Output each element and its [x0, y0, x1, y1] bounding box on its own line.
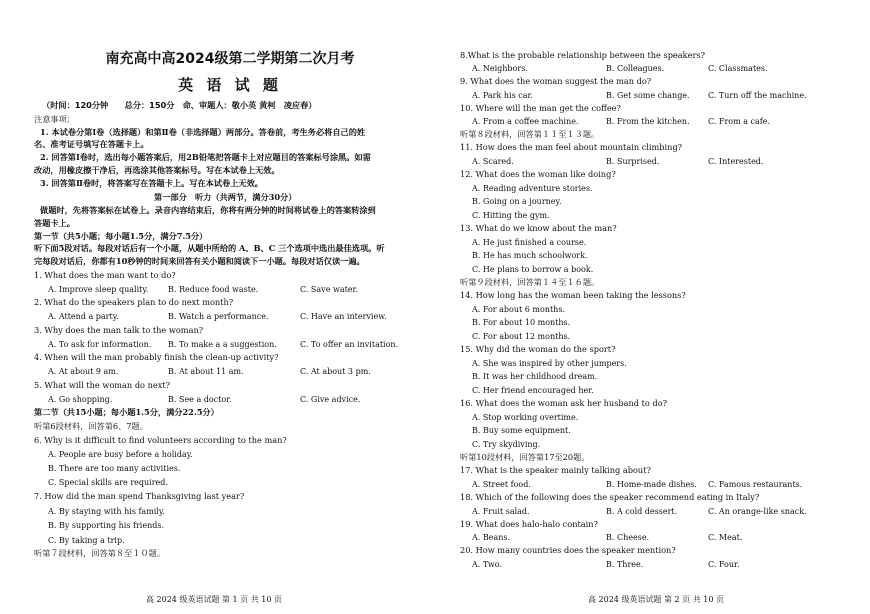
option-b: B. Buy some equipment. — [472, 426, 571, 435]
option-c: C. Try skydiving. — [472, 440, 541, 449]
option-b: B. By supporting his friends. — [48, 521, 164, 530]
question-text: 7. How did the man spend Thanksgiving last year? — [34, 491, 245, 501]
option-b: B. Going on a journey. — [472, 197, 562, 206]
option-c: C. Four. — [708, 560, 740, 569]
question-text: 9. What does the woman suggest the man do? — [460, 76, 652, 86]
question-text: 12. What does the woman like doing? — [460, 169, 616, 179]
option-b: B. Cheese. — [606, 533, 650, 542]
part1-heading: 第一部分 听力（共两节，满分30分） — [154, 192, 297, 202]
note-2b: 改动，用橡皮擦干净后，再选涂其他答案标号。写在本试卷上无效。 — [34, 165, 280, 175]
question-text: 1. What does the man want to do? — [34, 270, 176, 280]
question-text: 14. How long has the woman been taking the lessons? — [460, 290, 686, 300]
option-a: A. At about 9 am. — [48, 367, 119, 376]
option-c: C. Meat. — [708, 533, 743, 542]
option-b: B. At about 11 am. — [168, 367, 244, 376]
question-text: 10. Where will the man get the coffee? — [460, 103, 621, 113]
option-a: A. Reading adventure stories. — [472, 184, 593, 193]
question-text: 6. Why is it difficult to find volunteers according to the man? — [34, 435, 287, 445]
listen-instruction: 听第10段材料，回答第17至20题。 — [460, 452, 590, 462]
part1-inst-1: 做题时，先将答案标在试卷上。录音内容结束后，你将有两分钟的时间将试卷上的答案转涂到 — [40, 205, 376, 215]
option-c: C. Give advice. — [300, 395, 361, 404]
option-c: C. He plans to borrow a book. — [472, 265, 594, 274]
exam-subtitle: 英 语 试 题 — [178, 76, 282, 94]
page-footer-left: 高 2024 级英语试题 第 1 页 共 10 页 — [146, 595, 282, 604]
option-a: A. By staying with his family. — [48, 507, 165, 516]
option-a: A. Street food. — [472, 480, 531, 489]
option-b: B. For about 10 months. — [472, 318, 571, 327]
option-c: C. From a cafe. — [708, 117, 771, 126]
option-a: A. She was inspired by other jumpers. — [472, 359, 627, 368]
note-1b: 名、准考证号填写在答题卡上。 — [34, 139, 149, 149]
option-a: A. Stop working overtime. — [472, 413, 579, 422]
option-b: B. Get some change. — [606, 91, 690, 100]
section1-inst-1: 听下面5段对话。每段对话后有一个小题，从题中所给的 A、B、C 三个选项中选出最佳选项。听 — [34, 243, 385, 253]
option-c: C. To offer an invitation. — [300, 340, 399, 349]
option-a: A. To ask for information. — [48, 340, 152, 349]
question-text: 4. When will the man probably finish the clean-up activity? — [34, 352, 279, 362]
notes-heading: 注意事项： — [34, 114, 75, 124]
option-c: C. Hitting the gym. — [472, 211, 550, 220]
question-text: 5. What will the woman do next? — [34, 380, 171, 390]
option-a: A. From a coffee machine. — [472, 117, 579, 126]
option-b: B. Surprised. — [606, 157, 660, 166]
option-a: A. People are busy before a holiday. — [48, 450, 193, 459]
question-text: 20. How many countries does the speaker mention? — [460, 545, 676, 555]
option-a: A. Improve sleep quality. — [48, 285, 149, 294]
option-a: A. Beans. — [472, 533, 511, 542]
question-text: 2. What do the speakers plan to do next month? — [34, 297, 234, 307]
question-text: 16. What does the woman ask her husband to do? — [460, 398, 668, 408]
option-b: B. He has much schoolwork. — [472, 251, 588, 260]
option-b: B. It was her childhood dream. — [472, 372, 598, 381]
option-a: A. For about 6 months. — [472, 305, 565, 314]
option-c: C. By taking a trip. — [48, 536, 125, 545]
option-a: A. Fruit salad. — [472, 507, 530, 516]
option-a: A. Attend a party. — [48, 312, 119, 321]
option-b: B. Three. — [606, 560, 644, 569]
option-c: C. Turn off the machine. — [708, 91, 807, 100]
option-a: A. Go shopping. — [48, 395, 113, 404]
option-b: B. To make a a suggestion. — [168, 340, 277, 349]
listen-instruction: 听第８段材料，回答第１１至１３题。 — [460, 129, 600, 139]
question-text: 19. What does halo-halo contain? — [460, 519, 598, 529]
option-c: C. Save water. — [300, 285, 359, 294]
option-a: A. Park his car. — [472, 91, 533, 100]
option-b: B. There are too many activities. — [48, 464, 181, 473]
option-c: C. Her friend encouraged her. — [472, 386, 594, 395]
listen-instruction: 听第９段材料，回答第１４至１６题。 — [460, 277, 600, 287]
question-text: 15. Why did the woman do the sport? — [460, 344, 616, 354]
exam-title: 南充高中高2024级第二学期第二次月考 — [105, 51, 355, 67]
option-b: B. See a doctor. — [168, 395, 232, 404]
note-1a: 1. 本试卷分第Ⅰ卷（选择题）和第Ⅱ卷（非选择题）两部分。答卷前，考生务必将自己的姓 — [40, 127, 366, 137]
listen-instruction: 听第6段材料，回答第6、7题。 — [34, 421, 148, 431]
question-text: 8.What is the probable relationship between the speakers? — [460, 50, 705, 60]
option-c: C. At about 3 pm. — [300, 367, 371, 376]
part1-inst-2: 答题卡上。 — [34, 218, 75, 228]
option-c: C. An orange-like snack. — [708, 507, 807, 516]
option-b: B. From the kitchen. — [606, 117, 690, 126]
option-c: C. Special skills are required. — [48, 478, 168, 487]
option-b: B. A cold dessert. — [606, 507, 678, 516]
option-c: C. For about 12 months. — [472, 332, 571, 341]
question-text: 17. What is the speaker mainly talking about? — [460, 465, 651, 475]
option-b: B. Home-made dishes. — [606, 480, 697, 489]
option-b: B. Colleagues. — [606, 64, 665, 73]
section1-heading: 第一节（共5小题；每小题1.5分，满分7.5分） — [34, 231, 208, 241]
option-b: B. Watch a performance. — [168, 312, 269, 321]
note-2a: 2. 回答第Ⅰ卷时，选出每小题答案后，用2B铅笔把答题卡上对应题目的答案标号涂黑。如需 — [40, 152, 371, 162]
note-3: 3. 回答第Ⅱ卷时，将答案写在答题卡上。写在本试卷上无效。 — [40, 178, 263, 188]
listen-instruction: 听第７段材料，回答第８至１０题。 — [34, 548, 166, 558]
question-text: 18. Which of the following does the speaker recommend eating in Italy? — [460, 492, 760, 502]
option-a: A. Neighbors. — [472, 64, 528, 73]
option-c: C. Famous restaurants. — [708, 480, 803, 489]
question-text: 11. How does the man feel about mountain climbing? — [460, 142, 683, 152]
option-a: A. Two. — [472, 560, 502, 569]
option-c: C. Classmates. — [708, 64, 768, 73]
question-text: 13. What do we know about the man? — [460, 223, 617, 233]
section1-inst-2: 完每段对话后，你都有10秒钟的时间来回答有关小题和阅读下一小题。每段对话仅读一遍。 — [34, 256, 365, 266]
question-text: 3. Why does the man talk to the woman? — [34, 325, 204, 335]
section2-heading: 第二节（共15小题；每小题1.5分，满分22.5分） — [34, 407, 219, 417]
option-a: A. He just finished a course. — [472, 238, 587, 247]
option-a: A. Scared. — [472, 157, 514, 166]
option-b: B. Reduce food waste. — [168, 285, 259, 294]
page-footer-right: 高 2024 级英语试题 第 2 页 共 10 页 — [588, 595, 724, 604]
option-c: C. Have an interview. — [300, 312, 387, 321]
option-c: C. Interested. — [708, 157, 764, 166]
exam-meta: （时间：120分钟 总分：150分 命、审题人：敬小英 黄柯 凌应春） — [42, 100, 317, 110]
